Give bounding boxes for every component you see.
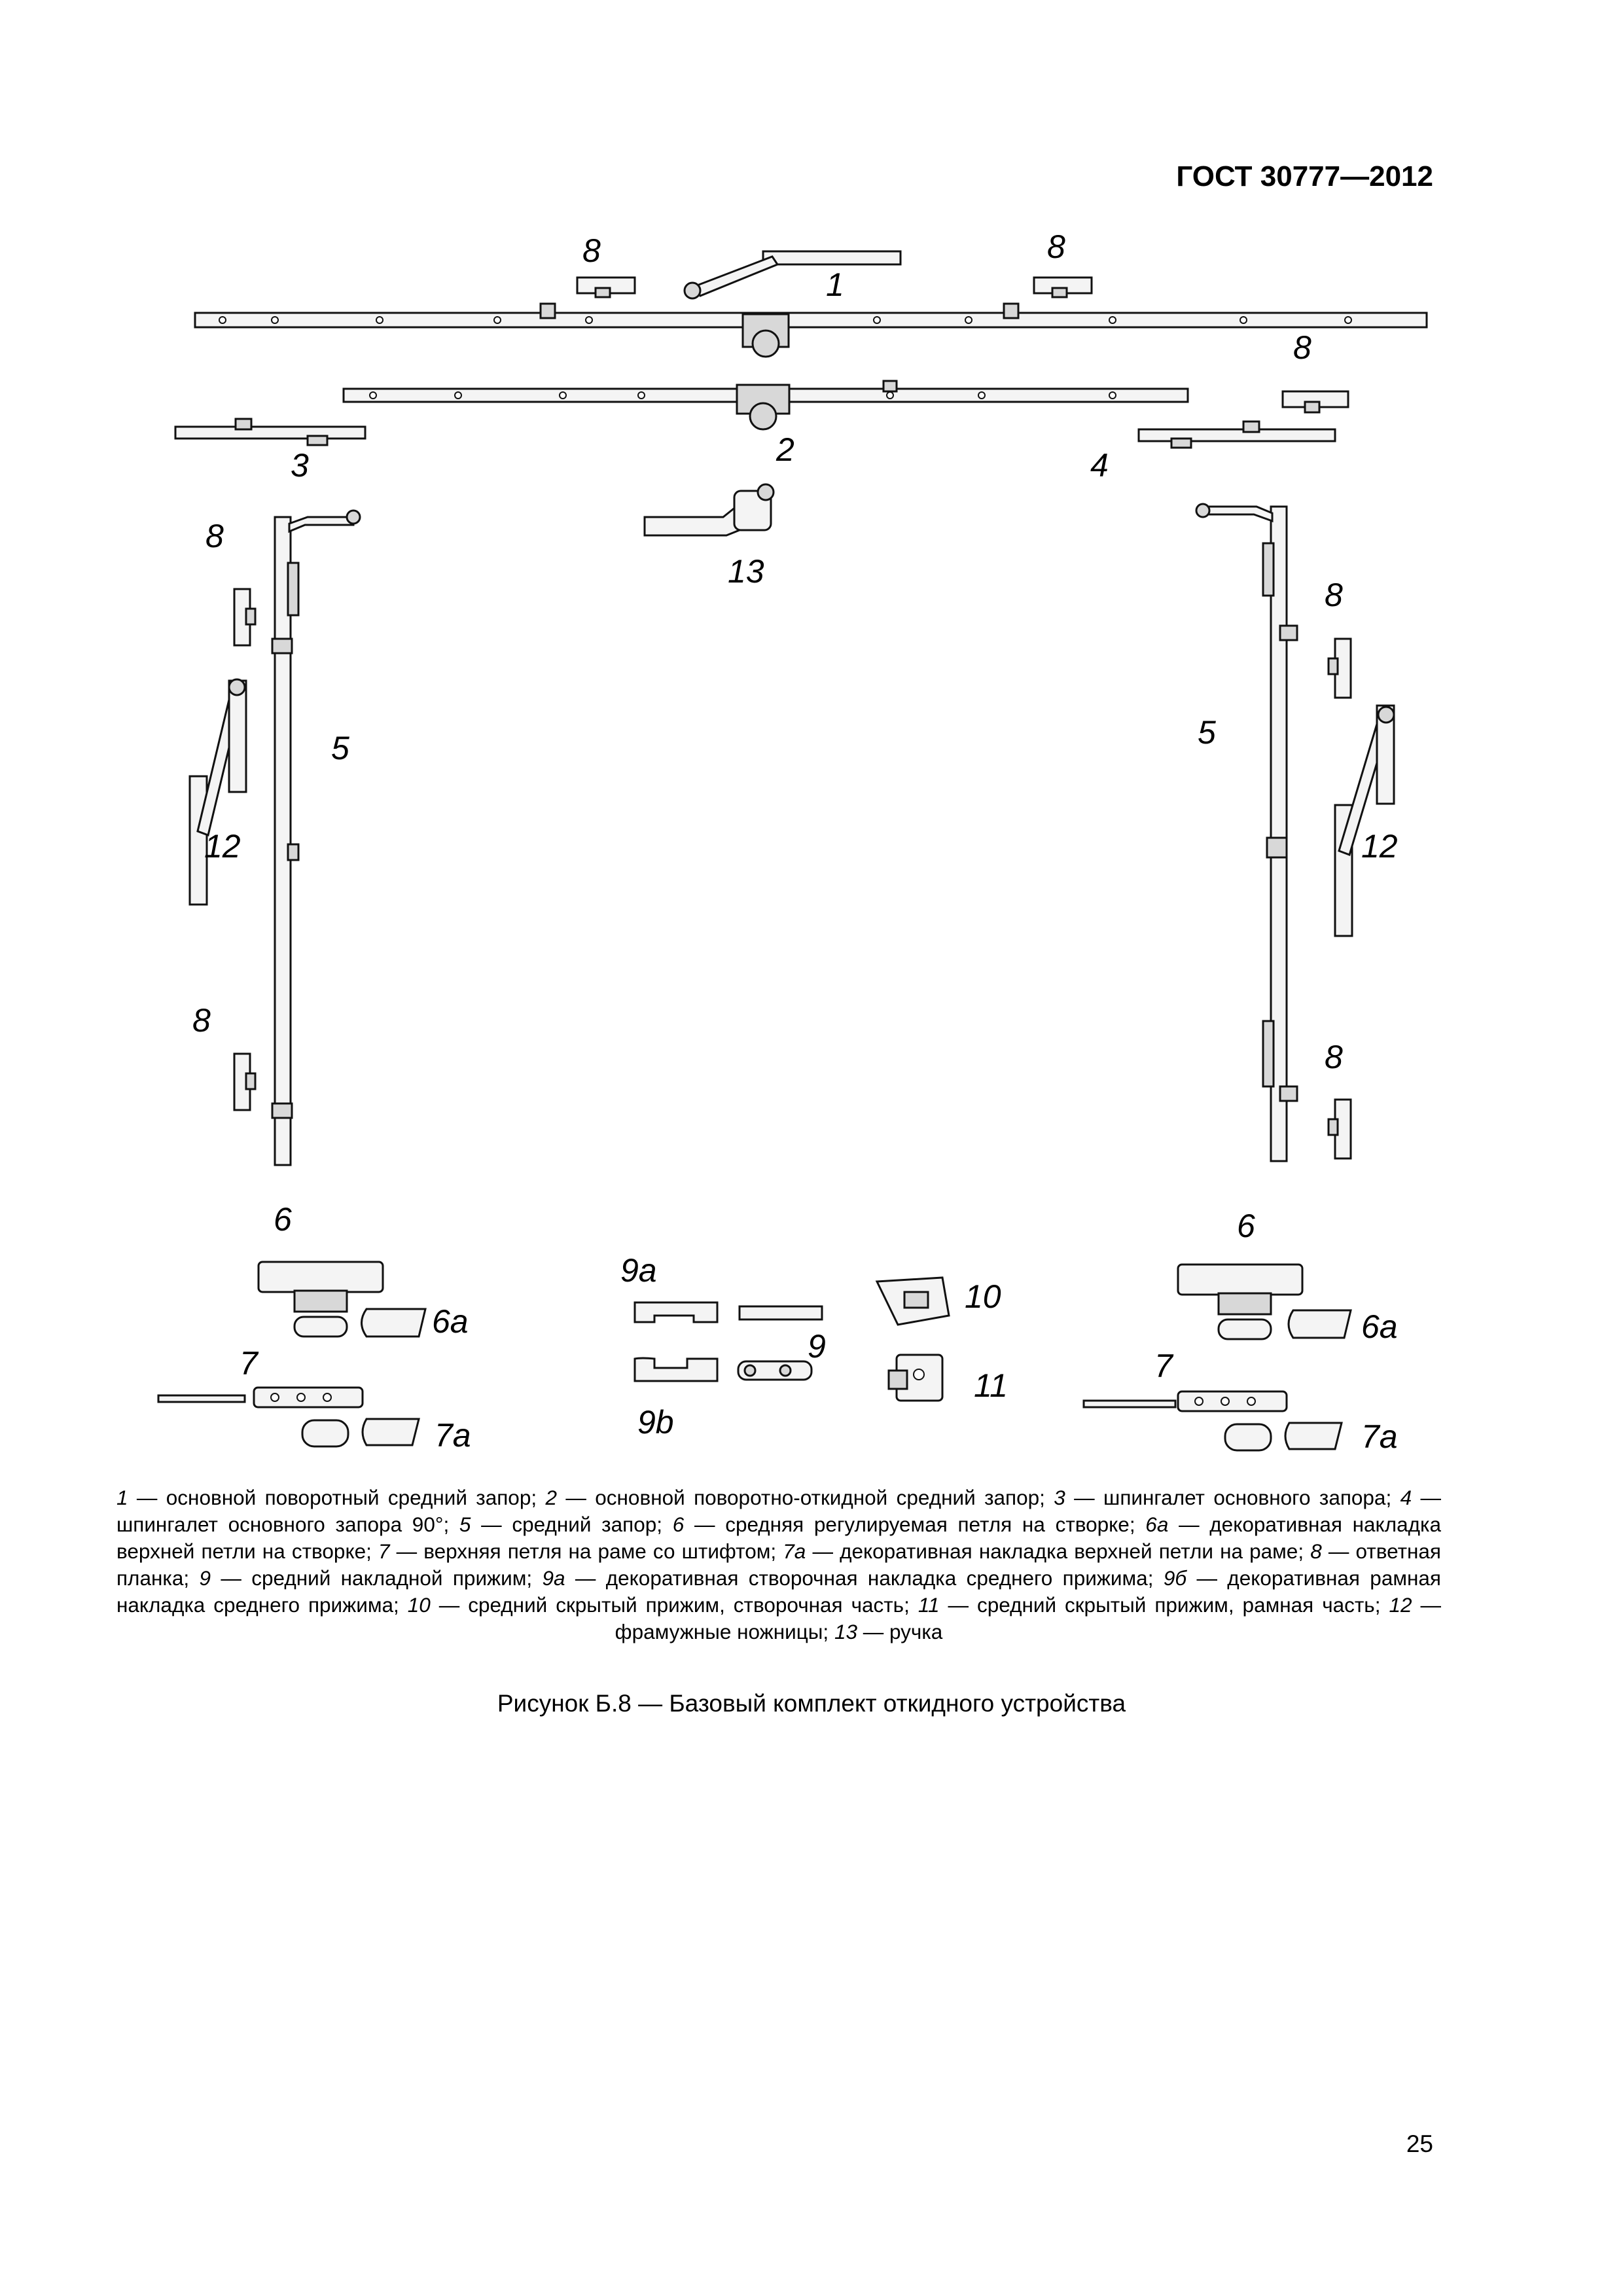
legend-item-5: 5 — средний запор; bbox=[459, 1513, 673, 1536]
label-2: 2 bbox=[776, 431, 794, 468]
part-8-keeper-right-upper bbox=[1329, 639, 1351, 698]
label-9: 9 bbox=[808, 1328, 826, 1365]
label-8: 8 bbox=[582, 232, 601, 269]
part-10-concealed-keep-sash bbox=[877, 1278, 949, 1325]
part-8-keeper-top-right bbox=[1034, 278, 1092, 297]
label-5: 5 bbox=[331, 730, 349, 766]
label-6a: 6а bbox=[1361, 1308, 1398, 1345]
legend-item-1: 1 — основной поворотный средний запор; bbox=[116, 1486, 546, 1509]
legend-item-9b: 9б — декоративная рамная накладка среднего прижима; bbox=[116, 1566, 1441, 1617]
legend-item-9: 9 — средний накладной прижим; bbox=[199, 1566, 543, 1590]
part-7a-cover-left bbox=[302, 1419, 419, 1446]
label-7a: 7а bbox=[1361, 1418, 1398, 1455]
label-9b: 9b bbox=[637, 1404, 674, 1441]
legend-item-10: 10 — средний скрытый прижим, створочная часть; bbox=[407, 1593, 918, 1617]
label-7: 7 bbox=[1154, 1348, 1173, 1384]
legend-item-4: 4 — шпингалет основного запора 90°; bbox=[116, 1486, 1441, 1536]
page-number: 25 bbox=[1406, 2130, 1433, 2157]
part-6a-cover-left bbox=[294, 1309, 425, 1336]
part-9b-frame-cover bbox=[635, 1358, 717, 1381]
label-8: 8 bbox=[1325, 1039, 1343, 1075]
label-8: 8 bbox=[1293, 329, 1311, 366]
label-13: 13 bbox=[728, 553, 764, 590]
legend-item-12: 12 — фрамужные ножницы; bbox=[615, 1593, 1441, 1643]
label-8: 8 bbox=[1325, 577, 1343, 613]
label-9a: 9а bbox=[620, 1252, 657, 1289]
legend-item-8: 8 — ответная планка; bbox=[116, 1539, 1441, 1590]
label-5: 5 bbox=[1198, 714, 1216, 751]
legend-item-3: 3 — шпингалет основного запора; bbox=[1054, 1486, 1400, 1509]
document-header: ГОСТ 30777—2012 bbox=[1176, 160, 1433, 192]
part-7-frame-hinge-left bbox=[158, 1388, 363, 1407]
part-12-stay-right bbox=[1335, 706, 1394, 936]
label-8: 8 bbox=[192, 1002, 211, 1039]
legend-item-7: 7 — верхняя петля на раме со штифтом; bbox=[378, 1539, 783, 1563]
label-6: 6 bbox=[274, 1201, 292, 1238]
part-13-handle bbox=[645, 484, 774, 535]
label-8: 8 bbox=[205, 518, 224, 554]
legend-item-11: 11 — средний скрытый прижим, рамная часть; bbox=[918, 1593, 1389, 1617]
figure-legend bbox=[116, 1484, 1441, 1645]
part-8-keeper-right-lower bbox=[1329, 1100, 1351, 1158]
part-1-drive-bar bbox=[195, 251, 1427, 357]
legend-item-6a: 6а — декоративная накладка верхней петли на створке; bbox=[116, 1513, 1441, 1563]
label-7a: 7а bbox=[435, 1417, 471, 1454]
label-12: 12 bbox=[204, 828, 241, 865]
part-12-stay-left bbox=[190, 679, 246, 905]
part-6-hinge-right bbox=[1178, 1265, 1302, 1314]
legend-item-13: 13 — ручка bbox=[834, 1620, 943, 1643]
part-8-keeper-top-left bbox=[577, 278, 635, 297]
part-11-concealed-keep-frame bbox=[889, 1355, 942, 1401]
part-8-keeper-right-bar bbox=[1283, 391, 1348, 412]
part-8-keeper-left-upper bbox=[234, 589, 255, 645]
label-4: 4 bbox=[1090, 447, 1109, 484]
part-9a-sash-cover bbox=[635, 1302, 717, 1322]
label-3: 3 bbox=[291, 447, 309, 484]
part-6-hinge-left bbox=[259, 1262, 383, 1312]
part-5-vertical-bar-left bbox=[272, 511, 360, 1165]
part-8-keeper-left-lower bbox=[234, 1054, 255, 1110]
label-6a: 6а bbox=[432, 1303, 469, 1340]
legend-item-6: 6 — средняя регулируемая петля на створке; bbox=[672, 1513, 1146, 1536]
label-10: 10 bbox=[965, 1278, 1001, 1315]
label-11: 11 bbox=[974, 1367, 1008, 1404]
label-8: 8 bbox=[1047, 228, 1065, 265]
figure-caption: Рисунок Б.8 — Базовый комплект откидного устройства bbox=[497, 1690, 1126, 1717]
part-4-espagnolette-90 bbox=[1139, 422, 1335, 448]
legend-item-7a: 7а — декоративная накладка верхней петли на раме; bbox=[783, 1539, 1311, 1563]
part-5-vertical-bar-right bbox=[1196, 504, 1297, 1161]
legend-item-2: 2 — основной поворотно-откидной средний запор; bbox=[545, 1486, 1054, 1509]
part-7a-cover-right bbox=[1225, 1423, 1342, 1450]
part-7-frame-hinge-right bbox=[1084, 1391, 1287, 1411]
label-1: 1 bbox=[826, 266, 844, 303]
label-6: 6 bbox=[1237, 1208, 1255, 1244]
part-2-tilt-turn-bar bbox=[344, 381, 1188, 429]
legend-item-9a: 9а — декоративная створочная накладка среднего прижима; bbox=[542, 1566, 1164, 1590]
label-7: 7 bbox=[240, 1345, 258, 1382]
label-12: 12 bbox=[1361, 828, 1398, 865]
part-3-espagnolette bbox=[175, 419, 365, 445]
